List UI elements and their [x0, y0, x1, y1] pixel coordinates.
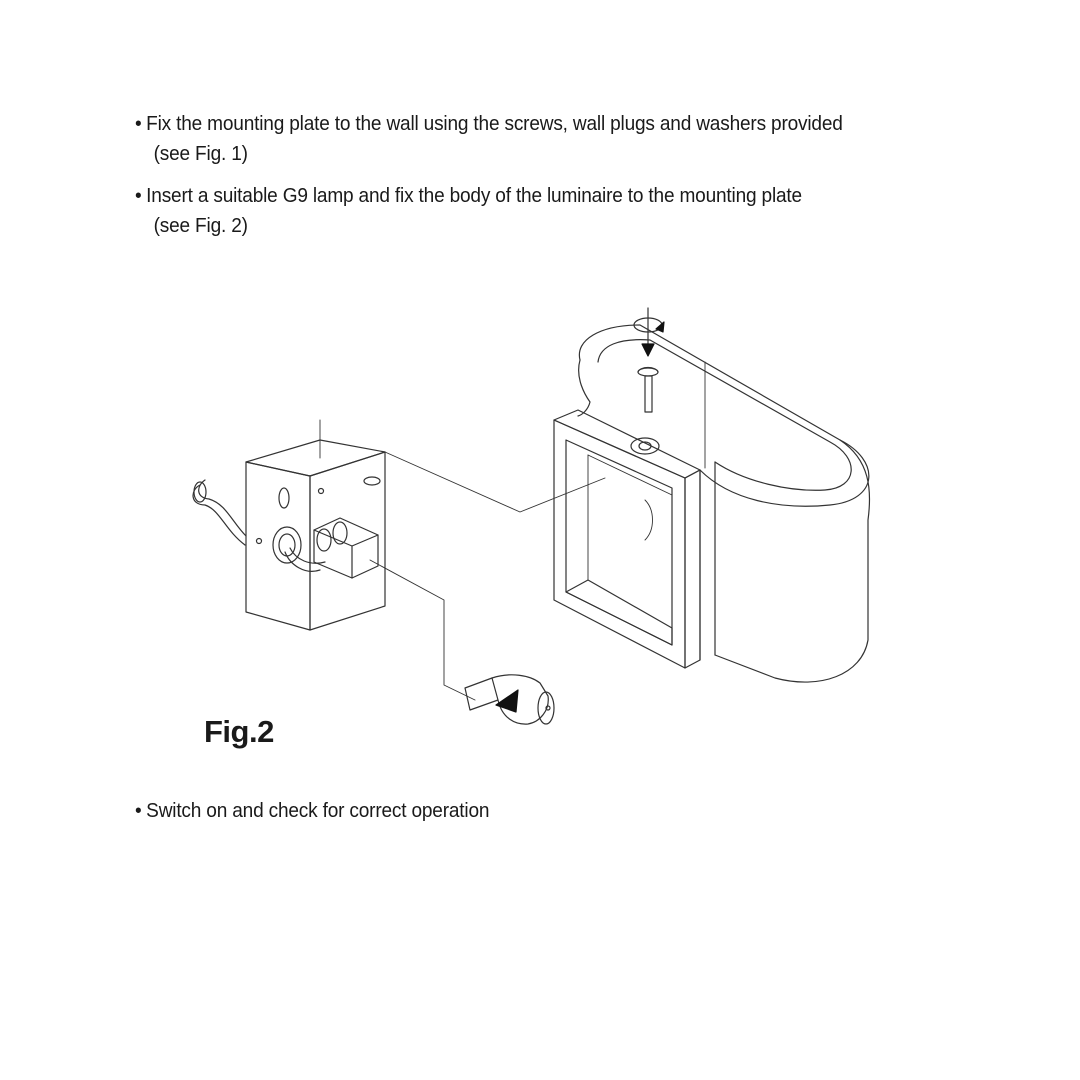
instruction-step-3 [135, 796, 489, 826]
bullet: • [135, 184, 142, 207]
rotation-arrow-icon [634, 308, 664, 356]
figure-reference: (see Fig. 1) [153, 142, 248, 165]
mains-cable-icon [193, 480, 246, 545]
bullet: • [135, 799, 142, 822]
instruction-text: Fix the mounting plate to the wall using the screws, wall plugs and washers provided [146, 112, 843, 135]
luminaire-body-icon [554, 325, 870, 682]
figure-label: Fig.2 [204, 714, 274, 749]
bullet: • [135, 112, 142, 135]
screw-icon [638, 368, 658, 413]
mounting-plate-icon [246, 420, 385, 630]
connector-block-icon [314, 518, 378, 578]
instruction-text: Insert a suitable G9 lamp and fix the body of the luminaire to the mounting plate [146, 184, 802, 207]
instruction-text: Switch on and check for correct operation [146, 799, 490, 822]
g9-lamp-icon [465, 675, 554, 724]
figure-reference: (see Fig. 2) [153, 214, 248, 237]
